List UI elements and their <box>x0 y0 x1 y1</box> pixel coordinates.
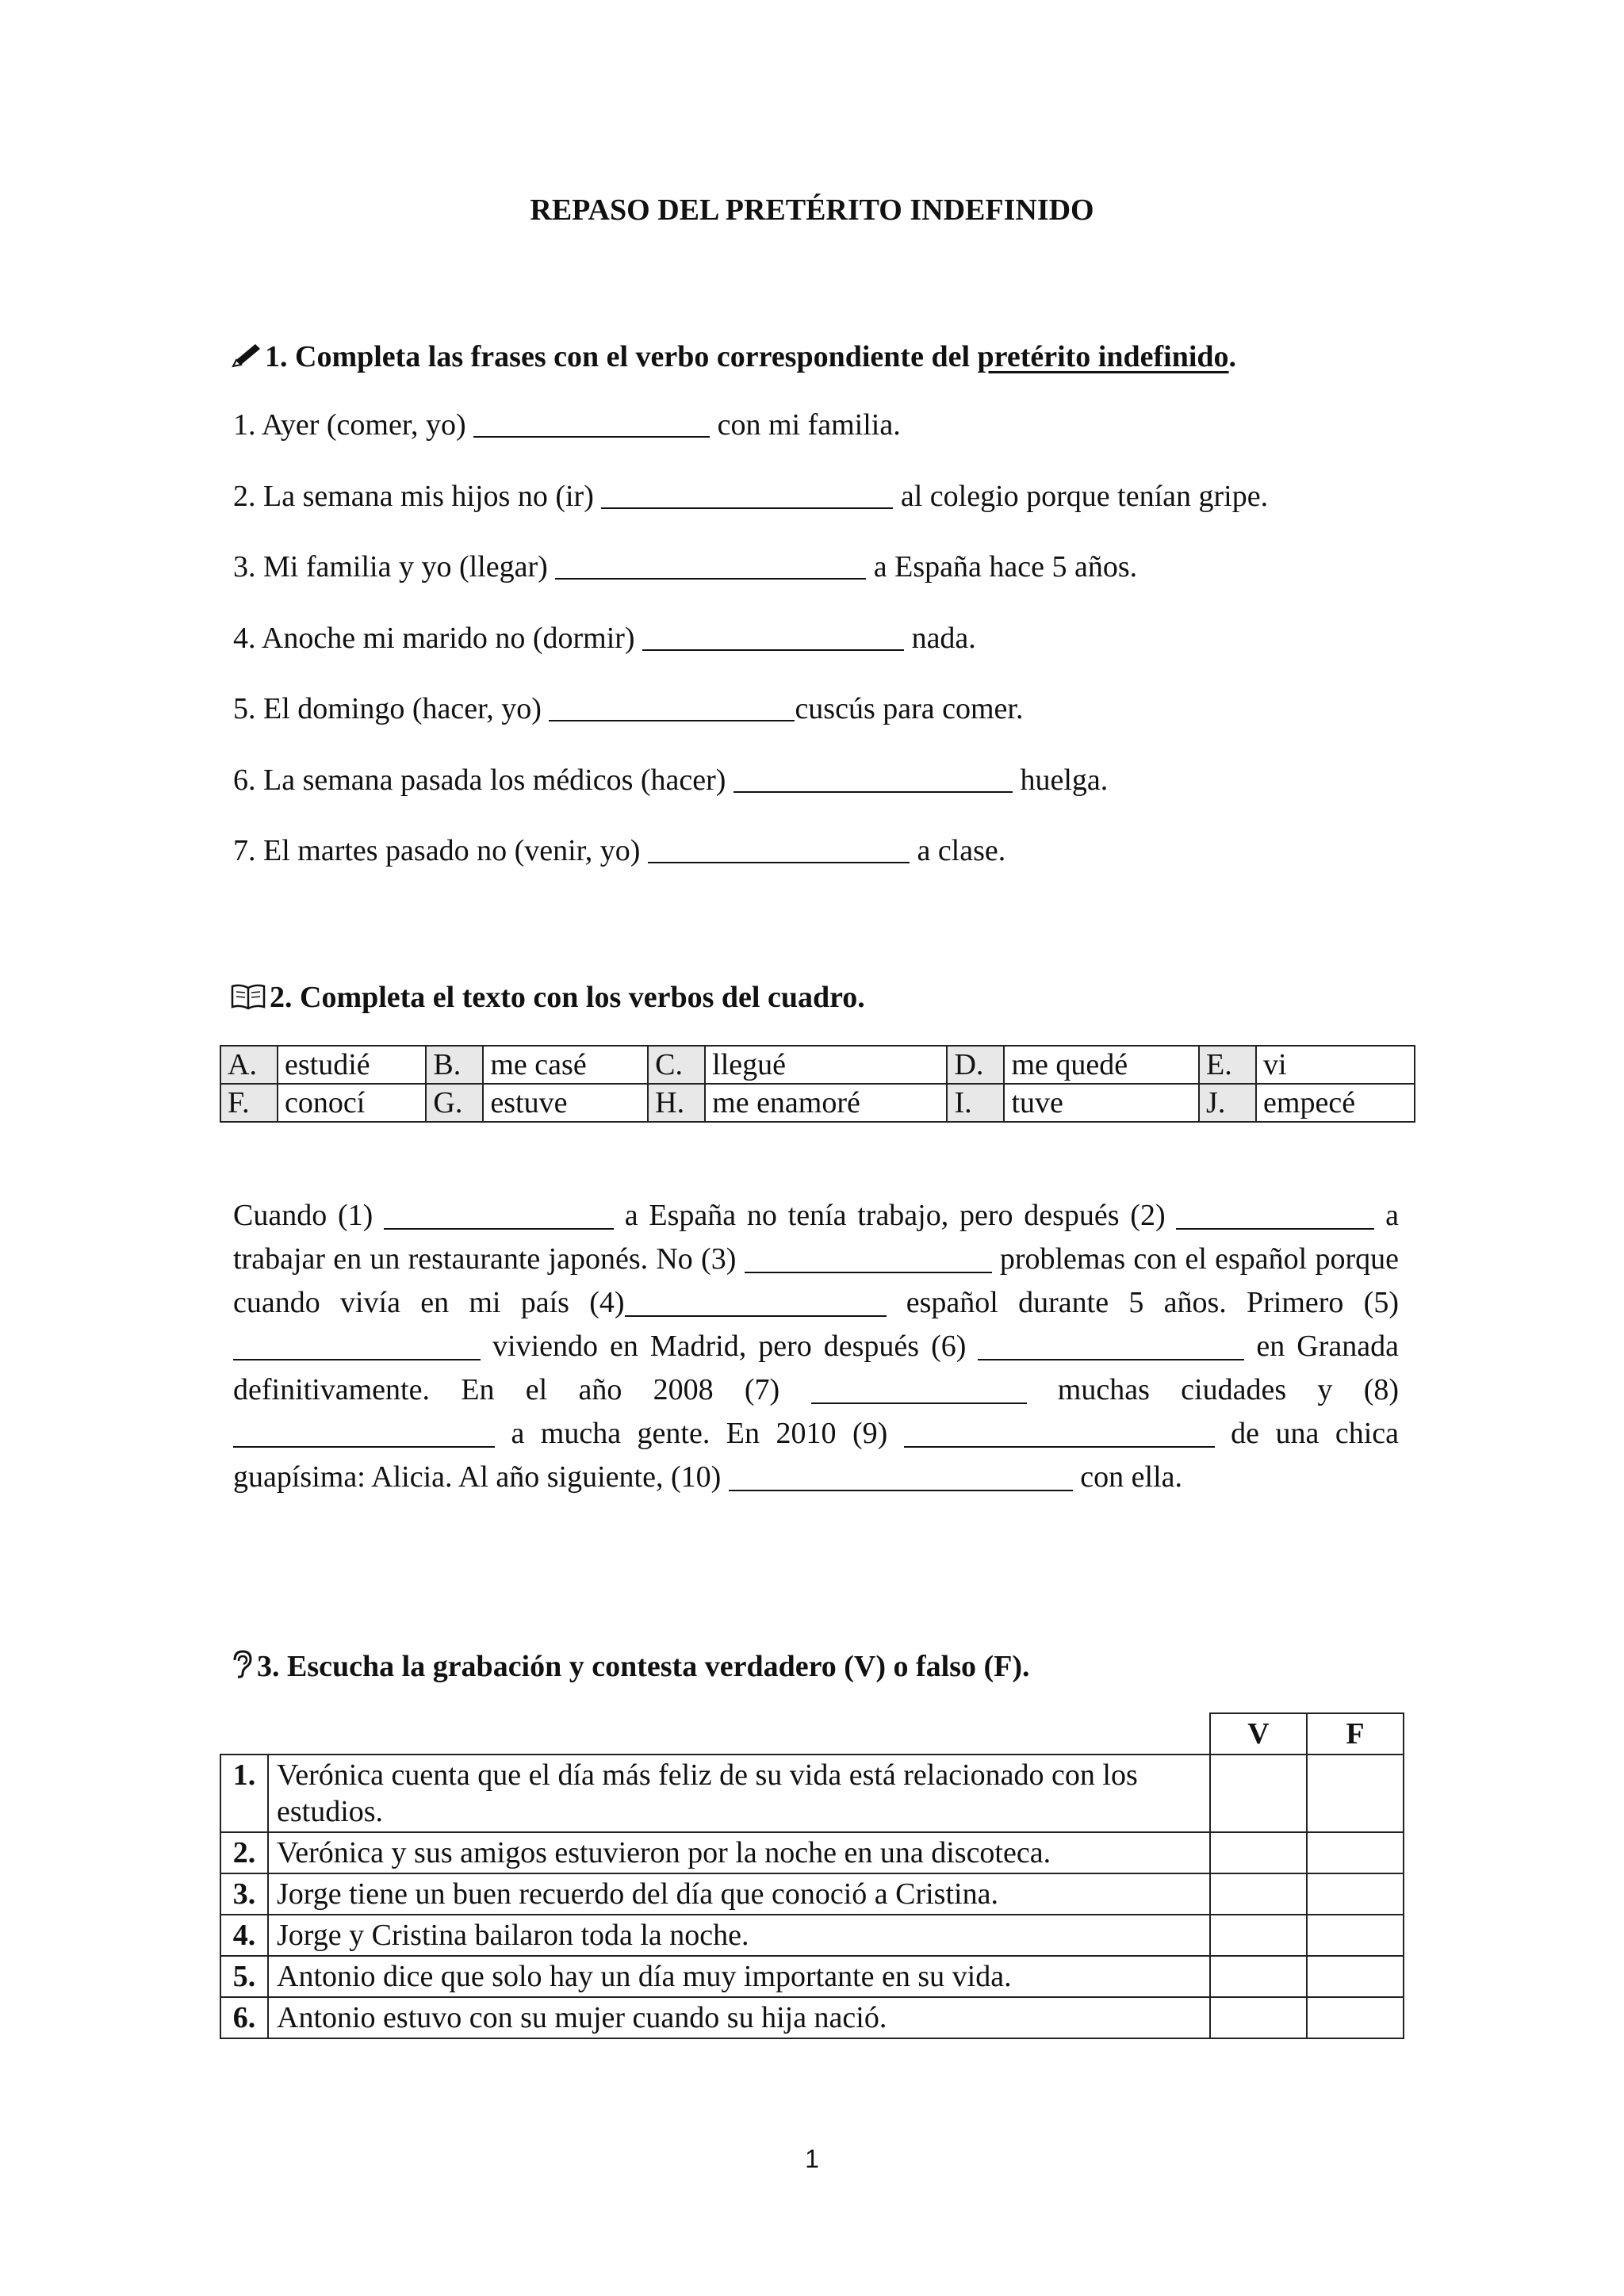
verb-letter: F. <box>220 1084 278 1122</box>
blank-field[interactable] <box>549 691 795 721</box>
blank-field[interactable] <box>555 549 866 580</box>
sentence-5: 5. El domingo (hacer, yo) cuscús para comer. <box>233 692 1024 725</box>
underlined-term: pretérito indefinido <box>977 340 1229 373</box>
sentence-2: 2. La semana mis hijos no (ir) al colegio porque tenían gripe. <box>233 479 1269 513</box>
verb-letter: I. <box>947 1084 1004 1122</box>
blank-field[interactable] <box>904 1419 1215 1448</box>
row-number: 4. <box>220 1915 268 1956</box>
answer-cell-f[interactable] <box>1307 1956 1404 1997</box>
section3-heading: 3. Escucha la grabación y contesta verdadero (V) o falso (F). <box>230 1649 1030 1684</box>
blank-field[interactable] <box>625 1288 887 1317</box>
blank-field[interactable] <box>642 621 904 651</box>
table-row <box>220 1832 1404 1873</box>
answer-cell-v[interactable] <box>1210 1915 1307 1956</box>
verb-box-row <box>220 1046 1415 1084</box>
verb-box-row <box>220 1084 1415 1122</box>
column-header-v: V <box>1210 1713 1307 1755</box>
row-number: 5. <box>220 1956 268 1997</box>
statement-text: Verónica y sus amigos estuvieron por la noche en una discoteca. <box>268 1832 1210 1873</box>
answer-cell-v[interactable] <box>1210 1956 1307 1997</box>
blank-field[interactable] <box>233 1332 481 1360</box>
true-false-table <box>220 1712 1404 2039</box>
row-number: 6. <box>220 1997 268 2038</box>
blank-field[interactable] <box>233 1419 495 1448</box>
table-row <box>220 1997 1404 2038</box>
verb-option: vi <box>1256 1046 1415 1084</box>
verb-letter: G. <box>426 1084 483 1122</box>
statement-text: Antonio estuvo con su mujer cuando su hija nació. <box>268 1997 1210 2038</box>
verb-letter: H. <box>648 1084 705 1122</box>
book-icon <box>230 983 266 1010</box>
table-row <box>220 1956 1404 1997</box>
blank-field[interactable] <box>811 1376 1027 1404</box>
table-row <box>220 1915 1404 1956</box>
blank-field[interactable] <box>384 1201 614 1230</box>
verb-box <box>220 1045 1415 1123</box>
blank-field[interactable] <box>978 1332 1244 1360</box>
row-number: 2. <box>220 1832 268 1873</box>
verb-option: me quedé <box>1004 1046 1199 1084</box>
verb-option: estudié <box>278 1046 426 1084</box>
verb-option: me casé <box>483 1046 648 1084</box>
sentence-1: 1. Ayer (comer, yo) con mi familia. <box>233 408 901 442</box>
section2-heading: 2. Completa el texto con los verbos del cuadro. <box>230 980 865 1015</box>
row-number: 1. <box>220 1755 268 1832</box>
table-row <box>220 1873 1404 1915</box>
page-number: 1 <box>805 2145 819 2173</box>
statement-text: Jorge y Cristina bailaron toda la noche. <box>268 1915 1210 1956</box>
answer-cell-f[interactable] <box>1307 1873 1404 1915</box>
blank-field[interactable] <box>648 833 910 863</box>
ear-icon <box>230 1649 254 1679</box>
pencil-icon <box>230 342 262 369</box>
true-false-header <box>220 1713 1404 1755</box>
verb-letter: J. <box>1199 1084 1256 1122</box>
sentence-6: 6. La semana pasada los médicos (hacer) huelga. <box>233 763 1109 797</box>
fill-in-passage: Cuando (1) a España no tenía trabajo, pero después (2) a trabajar en un restaurante japonés. No (3) problemas con el español porque cuando vivía en mi país (4) español durante 5 años. Primero (5) viviendo en Madrid, pero después (6) en Granada definitivamente. En el año 2008 (7) muchas ciudades y (8) a mucha gente. En 2010 (9) de una chica guapísima: Alicia. Al año siguiente, (10) con ella. <box>233 1199 1400 1494</box>
verb-letter: A. <box>220 1046 278 1084</box>
table-row <box>220 1755 1404 1832</box>
row-number: 3. <box>220 1873 268 1915</box>
answer-cell-v[interactable] <box>1210 1873 1307 1915</box>
blank-field[interactable] <box>1176 1201 1374 1230</box>
answer-cell-v[interactable] <box>1210 1755 1307 1832</box>
section1-heading: 1. Completa las frases con el verbo correspondiente del pretérito indefinido. <box>230 339 1236 374</box>
verb-letter: C. <box>648 1046 705 1084</box>
verb-option: estuve <box>483 1084 648 1122</box>
statement-text: Verónica cuenta que el día más feliz de su vida está relacionado con los estudios. <box>268 1755 1210 1832</box>
verb-option: conocí <box>278 1084 426 1122</box>
verb-letter: E. <box>1199 1046 1256 1084</box>
page-title: REPASO DEL PRETÉRITO INDEFINIDO <box>530 193 1094 227</box>
sentence-4: 4. Anoche mi marido no (dormir) nada. <box>233 621 976 655</box>
answer-cell-f[interactable] <box>1307 1915 1404 1956</box>
answer-cell-v[interactable] <box>1210 1832 1307 1873</box>
blank-field[interactable] <box>729 1463 1073 1491</box>
answer-cell-f[interactable] <box>1307 1997 1404 2038</box>
blank-field[interactable] <box>601 479 893 509</box>
verb-letter: B. <box>426 1046 483 1084</box>
blank-field[interactable] <box>473 408 710 438</box>
answer-cell-v[interactable] <box>1210 1997 1307 2038</box>
sentence-3: 3. Mi familia y yo (llegar) a España hace 5 años. <box>233 550 1138 584</box>
verb-letter: D. <box>947 1046 1004 1084</box>
column-header-f: F <box>1307 1713 1404 1755</box>
statement-text: Jorge tiene un buen recuerdo del día que conoció a Cristina. <box>268 1873 1210 1915</box>
header-spacer <box>220 1713 1210 1755</box>
sentence-7: 7. El martes pasado no (venir, yo) a clase. <box>233 834 1006 867</box>
exercise1-sentences <box>233 408 1268 905</box>
answer-cell-f[interactable] <box>1307 1832 1404 1873</box>
blank-field[interactable] <box>733 763 1013 793</box>
verb-option: empecé <box>1256 1084 1415 1122</box>
blank-field[interactable] <box>745 1245 992 1273</box>
verb-option: llegué <box>705 1046 947 1084</box>
verb-option: tuve <box>1004 1084 1199 1122</box>
verb-option: me enamoré <box>705 1084 947 1122</box>
statement-text: Antonio dice que solo hay un día muy importante en su vida. <box>268 1956 1210 1997</box>
answer-cell-f[interactable] <box>1307 1755 1404 1832</box>
